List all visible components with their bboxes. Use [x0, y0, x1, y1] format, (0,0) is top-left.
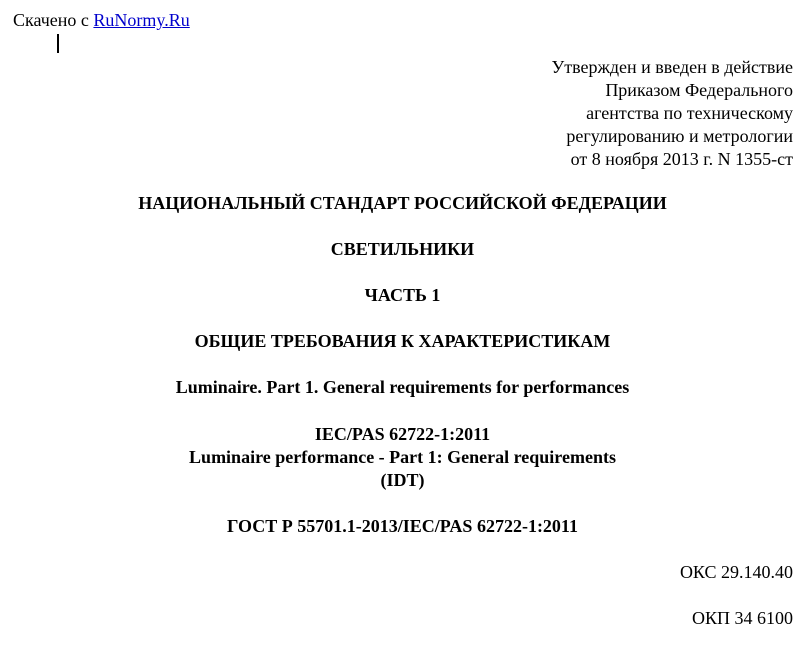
- document-part: ЧАСТЬ 1: [364, 285, 441, 305]
- iec-title: Luminaire performance - Part 1: General requirements: [189, 447, 616, 467]
- oks-code: ОКС 29.140.40: [679, 562, 793, 582]
- source-line: [13, 9, 190, 31]
- downloaded-from-label: Скачено с: [13, 10, 94, 30]
- text-cursor: [57, 34, 59, 53]
- runormy-link[interactable]: RuNormy.Ru: [93, 10, 190, 30]
- okp-code: ОКП 34 6100: [691, 608, 793, 628]
- approval-line-2: Приказом Федерального: [605, 80, 793, 100]
- document-title: СВЕТИЛЬНИКИ: [330, 239, 475, 259]
- approval-line-3: агентства по техническому: [586, 103, 793, 123]
- gost-number: ГОСТ Р 55701.1-2013/IEC/PAS 62722-1:2011: [227, 516, 578, 536]
- idt-label: (IDT): [380, 470, 425, 490]
- national-standard-heading: НАЦИОНАЛЬНЫЙ СТАНДАРТ РОССИЙСКОЙ ФЕДЕРАЦИИ: [138, 193, 667, 213]
- approval-block: [551, 56, 793, 171]
- approval-line-4: регулированию и метрологии: [566, 126, 793, 146]
- english-title: Luminaire. Part 1. General requirements for performances: [175, 377, 630, 397]
- approval-line-1: Утвержден и введен в действие: [551, 57, 793, 77]
- iec-reference: IEC/PAS 62722-1:2011: [314, 424, 491, 444]
- document-subtitle: ОБЩИЕ ТРЕБОВАНИЯ К ХАРАКТЕРИСТИКАМ: [194, 331, 611, 351]
- approval-line-5: от 8 ноября 2013 г. N 1355-ст: [570, 149, 793, 169]
